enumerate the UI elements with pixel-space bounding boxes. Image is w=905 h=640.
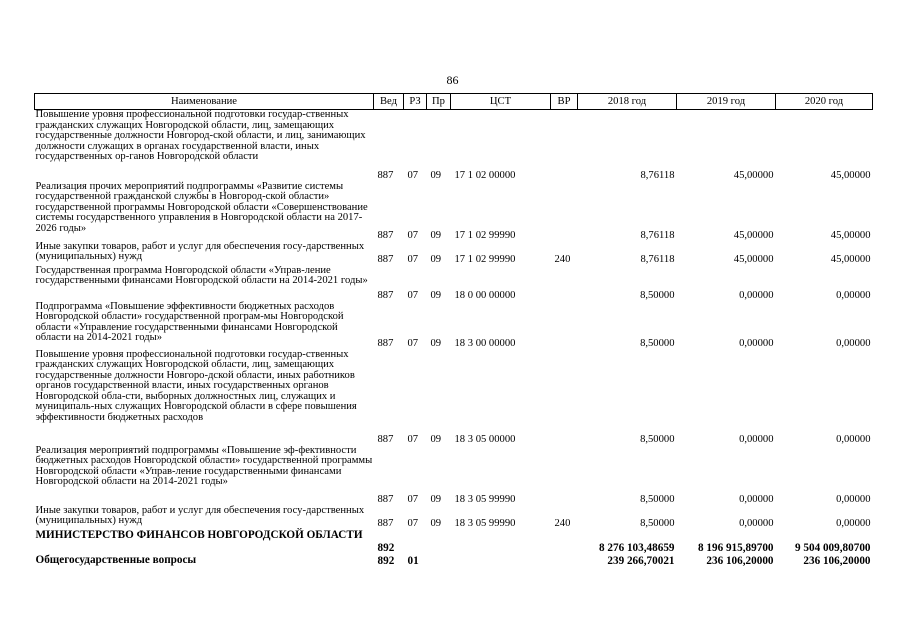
header-2018: 2018 год bbox=[578, 94, 677, 110]
table-header-row bbox=[35, 94, 873, 110]
row-value-2019: 0,00000 bbox=[739, 434, 774, 445]
row-value-2018: 8 276 103,48659 bbox=[598, 541, 675, 554]
row-ved: 887 bbox=[377, 494, 394, 505]
row-value-2018: 8,50000 bbox=[640, 338, 675, 349]
row-vr bbox=[551, 350, 578, 446]
table-row bbox=[35, 242, 873, 266]
row-name: Реализация прочих мероприятий подпрограммы «Развитие системы государственной гражданской службы в Новгород-ской области» государственной программы Новгородской области «Совершенствование системы государственного управления в Новгородской области на 2017-2026 годы» bbox=[35, 180, 368, 234]
row-value-2018: 8,76118 bbox=[640, 254, 675, 265]
row-value-2019: 8 196 915,89700 bbox=[697, 541, 774, 554]
row-value-2018: 8,50000 bbox=[640, 290, 675, 301]
row-name: Государственная программа Новгородской области «Управ-ление государственными финансами Новгородской области на 2014-2021 годы» bbox=[35, 264, 368, 286]
header-vr: ВР bbox=[551, 94, 578, 110]
row-vr bbox=[551, 530, 578, 554]
row-ved: 887 bbox=[377, 518, 394, 529]
row-value-2020: 0,00000 bbox=[836, 290, 871, 301]
table-row bbox=[35, 446, 873, 506]
row-vr: 240 bbox=[554, 254, 571, 265]
row-pr: 09 bbox=[430, 170, 442, 181]
header-name: Наименование bbox=[35, 94, 374, 110]
row-vr bbox=[551, 266, 578, 302]
row-pr bbox=[427, 530, 451, 554]
row-name: Повышение уровня профессиональной подготовки государ-ственных гражданских служащих Новгородской области, лиц, замещающих государственные должности Новгоро-дской области, иных работников органов государственной власти, иных государственных органов Новгородской обла-сти, выборных должностных лиц, служащих и муниципаль-ных служащих Новгородской области в сфере повышения эффективности бюджетных расходов bbox=[35, 348, 357, 423]
row-cst bbox=[451, 554, 551, 568]
row-value-2019: 0,00000 bbox=[739, 290, 774, 301]
row-value-2019: 0,00000 bbox=[739, 494, 774, 505]
row-vr bbox=[551, 302, 578, 350]
table-row bbox=[35, 266, 873, 302]
row-vr bbox=[551, 446, 578, 506]
row-name: Подпрограмма «Повышение эффективности бюджетных расходов Новгородской области» государственной програм-мы Новгородской области «Управление государственными финансами Новгородской области на 2014-2021 годы» bbox=[35, 300, 344, 343]
row-ved: 892 bbox=[377, 541, 395, 554]
row-rz: 07 bbox=[407, 434, 419, 445]
row-value-2020: 0,00000 bbox=[836, 494, 871, 505]
row-pr: 09 bbox=[430, 494, 442, 505]
row-value-2018: 8,76118 bbox=[640, 170, 675, 181]
row-value-2018: 8,50000 bbox=[640, 518, 675, 529]
row-ved: 887 bbox=[377, 434, 394, 445]
row-vr: 240 bbox=[554, 518, 571, 529]
table-row bbox=[35, 506, 873, 530]
row-rz: 07 bbox=[407, 494, 419, 505]
row-value-2020: 0,00000 bbox=[836, 434, 871, 445]
row-cst: 17 1 02 00000 bbox=[454, 170, 516, 181]
page-number: 86 bbox=[446, 73, 459, 87]
row-pr: 09 bbox=[430, 290, 442, 301]
row-rz: 07 bbox=[407, 254, 419, 265]
row-pr: 09 bbox=[430, 434, 442, 445]
header-2019: 2019 год bbox=[677, 94, 776, 110]
row-rz: 01 bbox=[407, 554, 419, 567]
budget-table bbox=[34, 93, 873, 568]
row-ved: 887 bbox=[377, 338, 394, 349]
table-row bbox=[35, 110, 873, 182]
table-row bbox=[35, 302, 873, 350]
header-2020: 2020 год bbox=[776, 94, 873, 110]
row-rz: 07 bbox=[407, 170, 419, 181]
row-cst: 18 3 00 00000 bbox=[454, 338, 516, 349]
table-row bbox=[35, 350, 873, 446]
table-row bbox=[35, 530, 873, 554]
row-pr: 09 bbox=[430, 254, 442, 265]
row-value-2019: 0,00000 bbox=[739, 518, 774, 529]
row-name: МИНИСТЕРСТВО ФИНАНСОВ НОВГОРОДСКОЙ ОБЛАСТИ bbox=[35, 528, 363, 541]
header-pr: Пр bbox=[427, 94, 451, 110]
row-rz: 07 bbox=[407, 290, 419, 301]
row-value-2019: 45,00000 bbox=[733, 230, 774, 241]
row-ved: 887 bbox=[377, 254, 394, 265]
row-value-2019: 45,00000 bbox=[733, 170, 774, 181]
row-cst bbox=[451, 530, 551, 554]
table-row bbox=[35, 554, 873, 568]
row-cst: 18 3 05 99990 bbox=[454, 494, 516, 505]
row-rz bbox=[404, 530, 427, 554]
row-name: Реализация мероприятий подпрограммы «Повышение эф-фективности бюджетных расходов Новгородской области» государственной программы Новгородской области «Управ-ление государственными финансами Новгородской области на 2014-2021 годы» bbox=[35, 444, 373, 487]
row-value-2018: 8,50000 bbox=[640, 434, 675, 445]
row-ved: 887 bbox=[377, 230, 394, 241]
table-body bbox=[35, 110, 873, 568]
row-ved: 887 bbox=[377, 170, 394, 181]
row-value-2019: 0,00000 bbox=[739, 338, 774, 349]
row-pr bbox=[427, 554, 451, 568]
row-pr: 09 bbox=[430, 230, 442, 241]
row-ved: 887 bbox=[377, 290, 394, 301]
header-cst: ЦСТ bbox=[451, 94, 551, 110]
row-cst: 18 3 05 00000 bbox=[454, 434, 516, 445]
row-value-2020: 0,00000 bbox=[836, 518, 871, 529]
row-name: Иные закупки товаров, работ и услуг для обеспечения госу-дарственных (муниципальных) нужд bbox=[35, 240, 365, 262]
row-cst: 17 1 02 99990 bbox=[454, 230, 516, 241]
row-cst: 17 1 02 99990 bbox=[454, 254, 516, 265]
row-value-2018: 8,50000 bbox=[640, 494, 675, 505]
header-ved: Вед bbox=[374, 94, 404, 110]
row-cst: 18 0 00 00000 bbox=[454, 290, 516, 301]
header-rz: РЗ bbox=[404, 94, 427, 110]
row-name: Повышение уровня профессиональной подготовки государ-ственных гражданских служащих Новгородской области, лиц, замещающих государственные должности Новгород-ской области, и лиц, занимающих должности служащих в органах государственной власти, иных государственных ор-ганов Новгородской области bbox=[35, 109, 366, 162]
row-vr bbox=[551, 110, 578, 182]
row-value-2020: 45,00000 bbox=[830, 170, 871, 181]
row-ved: 892 bbox=[377, 554, 395, 567]
row-vr bbox=[551, 554, 578, 568]
row-name: Общегосударственные вопросы bbox=[35, 553, 197, 566]
row-vr bbox=[551, 182, 578, 242]
row-pr: 09 bbox=[430, 518, 442, 529]
row-value-2019: 45,00000 bbox=[733, 254, 774, 265]
row-value-2018: 239 266,70021 bbox=[607, 554, 675, 567]
row-rz: 07 bbox=[407, 338, 419, 349]
row-pr: 09 bbox=[430, 338, 442, 349]
row-value-2020: 0,00000 bbox=[836, 338, 871, 349]
row-rz: 07 bbox=[407, 518, 419, 529]
row-value-2020: 9 504 009,80700 bbox=[794, 541, 871, 554]
row-value-2020: 236 106,20000 bbox=[803, 554, 871, 567]
row-rz: 07 bbox=[407, 230, 419, 241]
row-value-2020: 45,00000 bbox=[830, 254, 871, 265]
row-name: Иные закупки товаров, работ и услуг для обеспечения госу-дарственных (муниципальных) нужд bbox=[35, 504, 365, 526]
table-row bbox=[35, 182, 873, 242]
row-cst: 18 3 05 99990 bbox=[454, 518, 516, 529]
row-value-2018: 8,76118 bbox=[640, 230, 675, 241]
row-value-2020: 45,00000 bbox=[830, 230, 871, 241]
row-value-2019: 236 106,20000 bbox=[706, 554, 774, 567]
